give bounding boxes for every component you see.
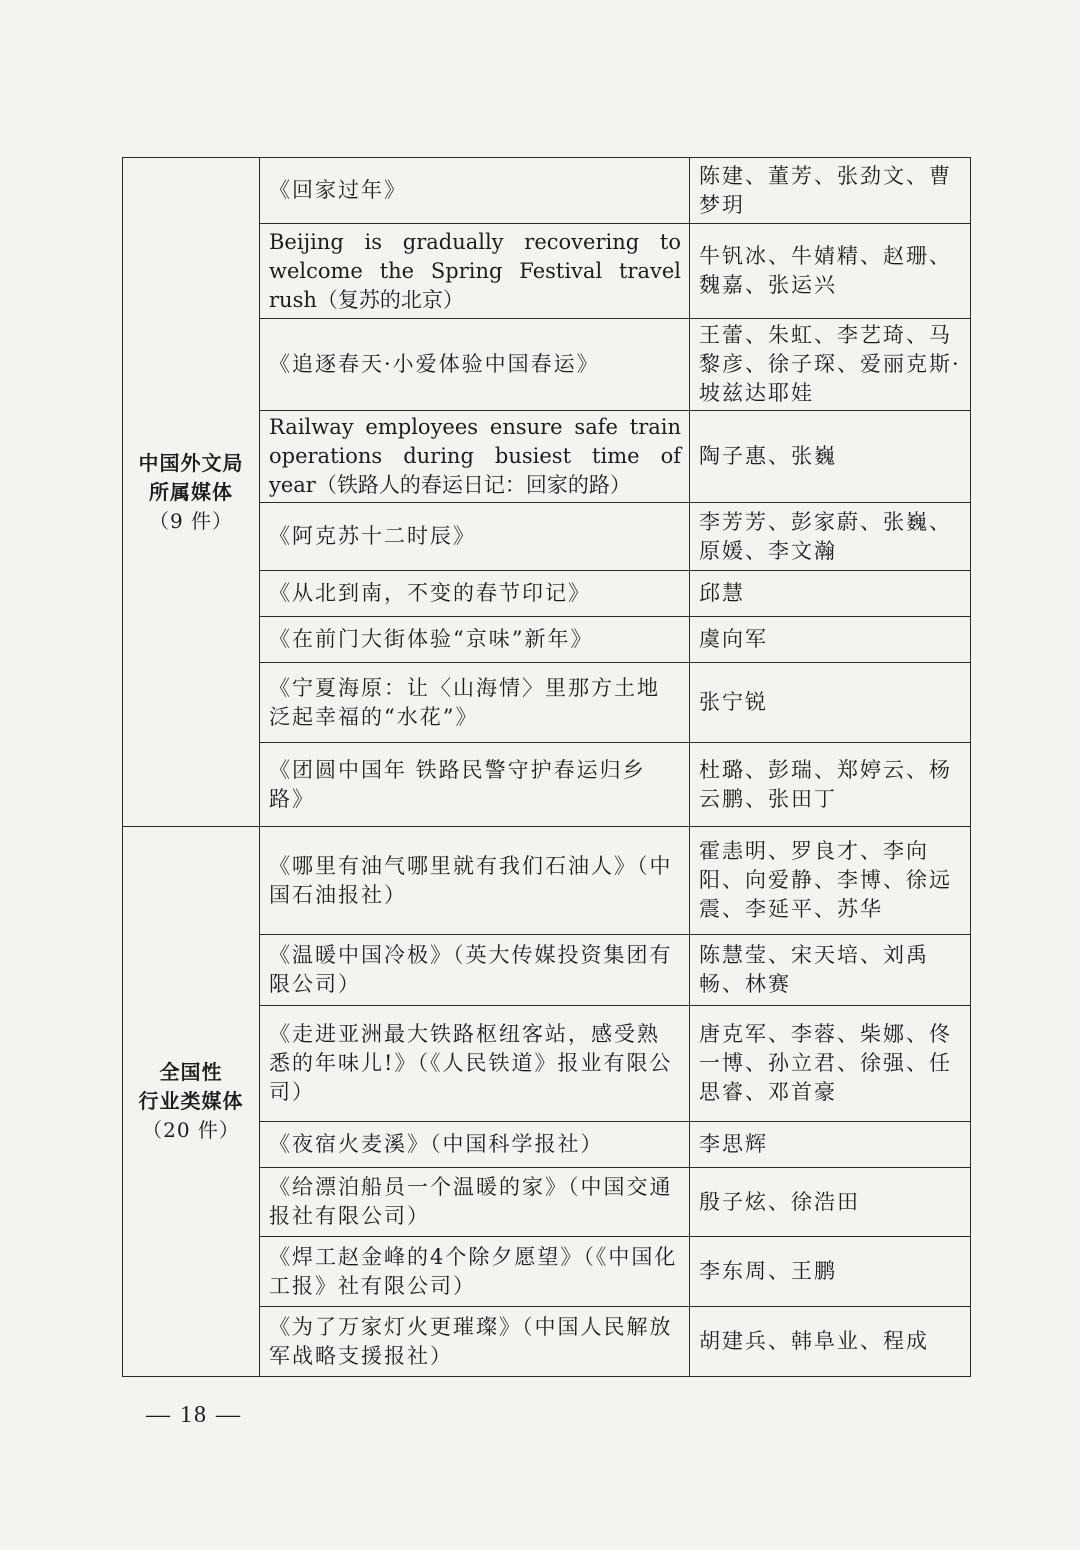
work-title: 《为了万家灯火更璀璨》（中国人民解放军战略支援报社） (260, 1307, 690, 1377)
work-title: 《宁夏海原：让〈山海情〉里那方土地泛起幸福的“水花”》 (260, 663, 690, 743)
category-cell (123, 158, 260, 827)
category-cell (123, 827, 260, 1377)
table-row (123, 158, 971, 224)
category-count: （20 件） (142, 1118, 240, 1142)
authors: 牛钒冰、牛婧精、赵珊、魏嘉、张运兴 (690, 224, 971, 319)
authors: 虞向军 (690, 617, 971, 663)
category-label: 中国外文局 (138, 450, 244, 475)
authors: 邱慧 (690, 571, 971, 617)
authors: 唐克军、李蓉、柴娜、佟一博、孙立君、徐强、任思睿、邓首豪 (690, 1006, 971, 1122)
authors: 李芳芳、彭家蔚、张巍、原媛、李文瀚 (690, 503, 971, 571)
work-title: 《哪里有油气哪里就有我们石油人》（中国石油报社） (260, 827, 690, 935)
authors: 霍恚明、罗良才、李向阳、向爱静、李博、徐远震、李延平、苏华 (690, 827, 971, 935)
authors: 胡建兵、韩阜业、程成 (690, 1307, 971, 1377)
work-title: 《团圆中国年 铁路民警守护春运归乡路》 (260, 743, 690, 827)
page-number: — 18 — (146, 1402, 242, 1428)
authors: 陈慧莹、宋天培、刘禹畅、林赛 (690, 935, 971, 1006)
category-label: 所属媒体 (149, 479, 233, 504)
authors: 陶子惠、张巍 (690, 411, 971, 503)
award-table (122, 157, 971, 1377)
authors: 张宁锐 (690, 663, 971, 743)
table-row (123, 827, 971, 935)
work-title: 《在前门大街体验“京味”新年》 (260, 617, 690, 663)
authors: 杜璐、彭瑞、郑婷云、杨云鹏、张田丁 (690, 743, 971, 827)
work-title: Beijing is gradually recovering to welcome the Spring Festival travel rush（复苏的北京） (260, 224, 690, 319)
authors: 王蕾、朱虹、李艺琦、马黎彦、徐子琛、爱丽克斯·坡兹达耶娃 (690, 319, 971, 411)
work-title: 《温暖中国冷极》（英大传媒投资集团有限公司） (260, 935, 690, 1006)
category-label: 全国性 (159, 1060, 223, 1084)
work-title: 《阿克苏十二时辰》 (260, 503, 690, 571)
work-title: 《夜宿火麦溪》（中国科学报社） (260, 1122, 690, 1168)
authors: 李思辉 (690, 1122, 971, 1168)
work-title: Railway employees ensure safe train operations during busiest time of year（铁路人的春运日记：回家的路） (260, 411, 690, 503)
category-label: 行业类媒体 (138, 1089, 244, 1113)
authors: 陈建、董芳、张劲文、曹梦玥 (690, 158, 971, 224)
work-title: 《追逐春天·小爱体验中国春运》 (260, 319, 690, 411)
work-title: 《给漂泊船员一个温暖的家》（中国交通报社有限公司） (260, 1168, 690, 1237)
work-title: 《走进亚洲最大铁路枢纽客站，感受熟悉的年味儿!》（《人民铁道》报业有限公司） (260, 1006, 690, 1122)
work-title: 《回家过年》 (260, 158, 690, 224)
work-title: 《从北到南，不变的春节印记》 (260, 571, 690, 617)
category-count: （9 件） (148, 508, 234, 533)
authors: 李东周、王鹏 (690, 1237, 971, 1307)
authors: 殷子炫、徐浩田 (690, 1168, 971, 1237)
work-title: 《焊工赵金峰的4个除夕愿望》（《中国化工报》社有限公司） (260, 1237, 690, 1307)
